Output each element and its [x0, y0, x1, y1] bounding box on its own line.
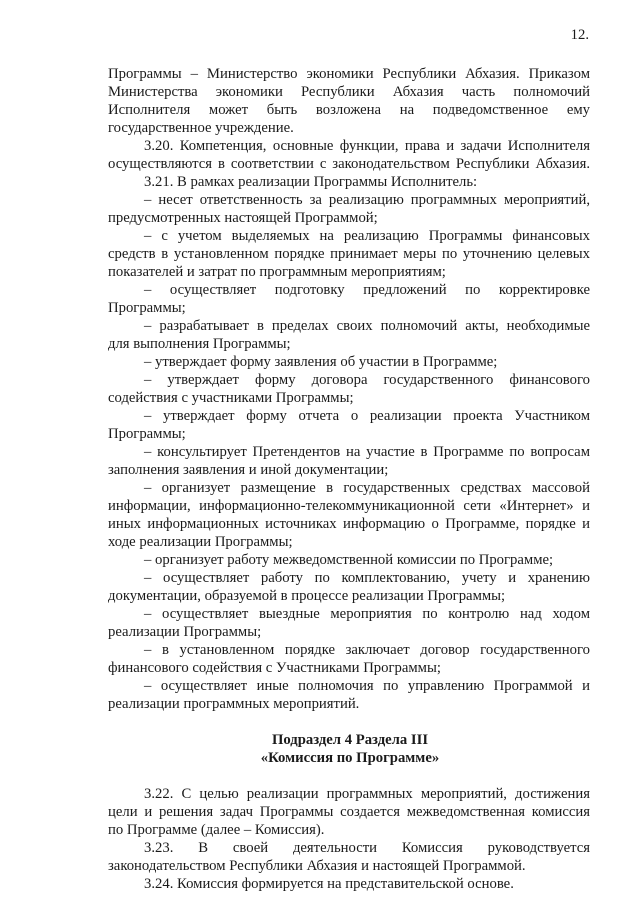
text-line: для выполнения Программы; — [108, 336, 291, 352]
section-heading: «Комиссия по Программе» — [260, 750, 440, 766]
text-line: – осуществляет иные полномочия по управлению Программой и — [144, 678, 590, 694]
text-line: 3.23. В своей деятельности Комиссия руководствуется — [144, 840, 590, 856]
text-line: – осуществляет подготовку предложений по корректировке — [144, 282, 590, 298]
text-line: – консультирует Претендентов на участие в Программе по вопросам — [144, 444, 590, 460]
text-line: иных информационных источниках информацию о Программе, порядке и — [108, 516, 590, 532]
text-line: информации, информационно-телекоммуникационной сети «Интернет» и — [108, 498, 590, 514]
text-line: – в установленном порядке заключает договор государственного — [144, 642, 590, 658]
text-line: 3.22. С целью реализации программных мероприятий, достижения — [144, 786, 590, 802]
text-line: – утверждает форму договора государственного финансового — [144, 372, 590, 388]
text-line: по Программе (далее – Комиссия). — [108, 822, 325, 838]
text-line: цели и решения задач Программы создается межведомственная комиссия — [108, 804, 590, 820]
text-line: – организует размещение в государственных средствах массовой — [144, 480, 590, 496]
text-line: государственное учреждение. — [108, 120, 294, 136]
text-line: заполнения заявления и иной документации; — [108, 462, 389, 478]
text-line: – осуществляет выездные мероприятия по контролю над ходом — [144, 606, 590, 622]
text-line: законодательством Республики Абхазия и настоящей Программой. — [108, 858, 526, 874]
text-line: Программы; — [108, 426, 186, 442]
text-line: ходе реализации Программы; — [108, 534, 293, 550]
text-line: – осуществляет работу по комплектованию, учету и хранению — [144, 570, 590, 586]
text-line: реализации Программы; — [108, 624, 262, 640]
text-line: содействия с участниками Программы; — [108, 390, 354, 406]
text-line: реализации программных мероприятий. — [108, 696, 360, 712]
text-line: финансового содействия с Участниками Программы; — [108, 660, 441, 676]
text-line: – организует работу межведомственной комиссии по Программе; — [144, 552, 554, 568]
text-line: 3.21. В рамках реализации Программы Исполнитель: — [144, 174, 478, 190]
text-line: Исполнителя может быть возложена на подведомственное ему — [108, 102, 590, 118]
text-line: 3.24. Комиссия формируется на представительской основе. — [144, 876, 514, 892]
text-line: – утверждает форму заявления об участии в Программе; — [144, 354, 498, 370]
text-line: документации, образуемой в процессе реализации Программы; — [108, 588, 506, 604]
text-line: Министерства экономики Республики Абхазия часть полномочий — [108, 84, 590, 100]
text-line: Программы; — [108, 300, 186, 316]
text-line: – утверждает форму отчета о реализации проекта Участником — [144, 408, 590, 424]
text-line: – с учетом выделяемых на реализацию Программы финансовых — [144, 228, 590, 244]
text-line: 3.20. Компетенция, основные функции, права и задачи Исполнителя — [144, 138, 590, 154]
text-line: осуществляются в соответствии с законодательством Республики Абхазия. — [108, 156, 590, 172]
text-line: – разрабатывает в пределах своих полномочий акты, необходимые — [144, 318, 590, 334]
text-line: средств в установленном порядке принимает меры по уточнению целевых — [108, 246, 590, 262]
text-line: показателей и затрат по программным мероприятиям; — [108, 264, 446, 280]
text-line: – несет ответственность за реализацию программных мероприятий, — [144, 192, 590, 208]
text-line: предусмотренных настоящей Программой; — [108, 210, 378, 226]
text-line: Программы – Министерство экономики Республики Абхазия. Приказом — [108, 66, 590, 82]
page-number: 12. — [570, 27, 589, 43]
section-heading: Подраздел 4 Раздела III — [271, 732, 429, 748]
